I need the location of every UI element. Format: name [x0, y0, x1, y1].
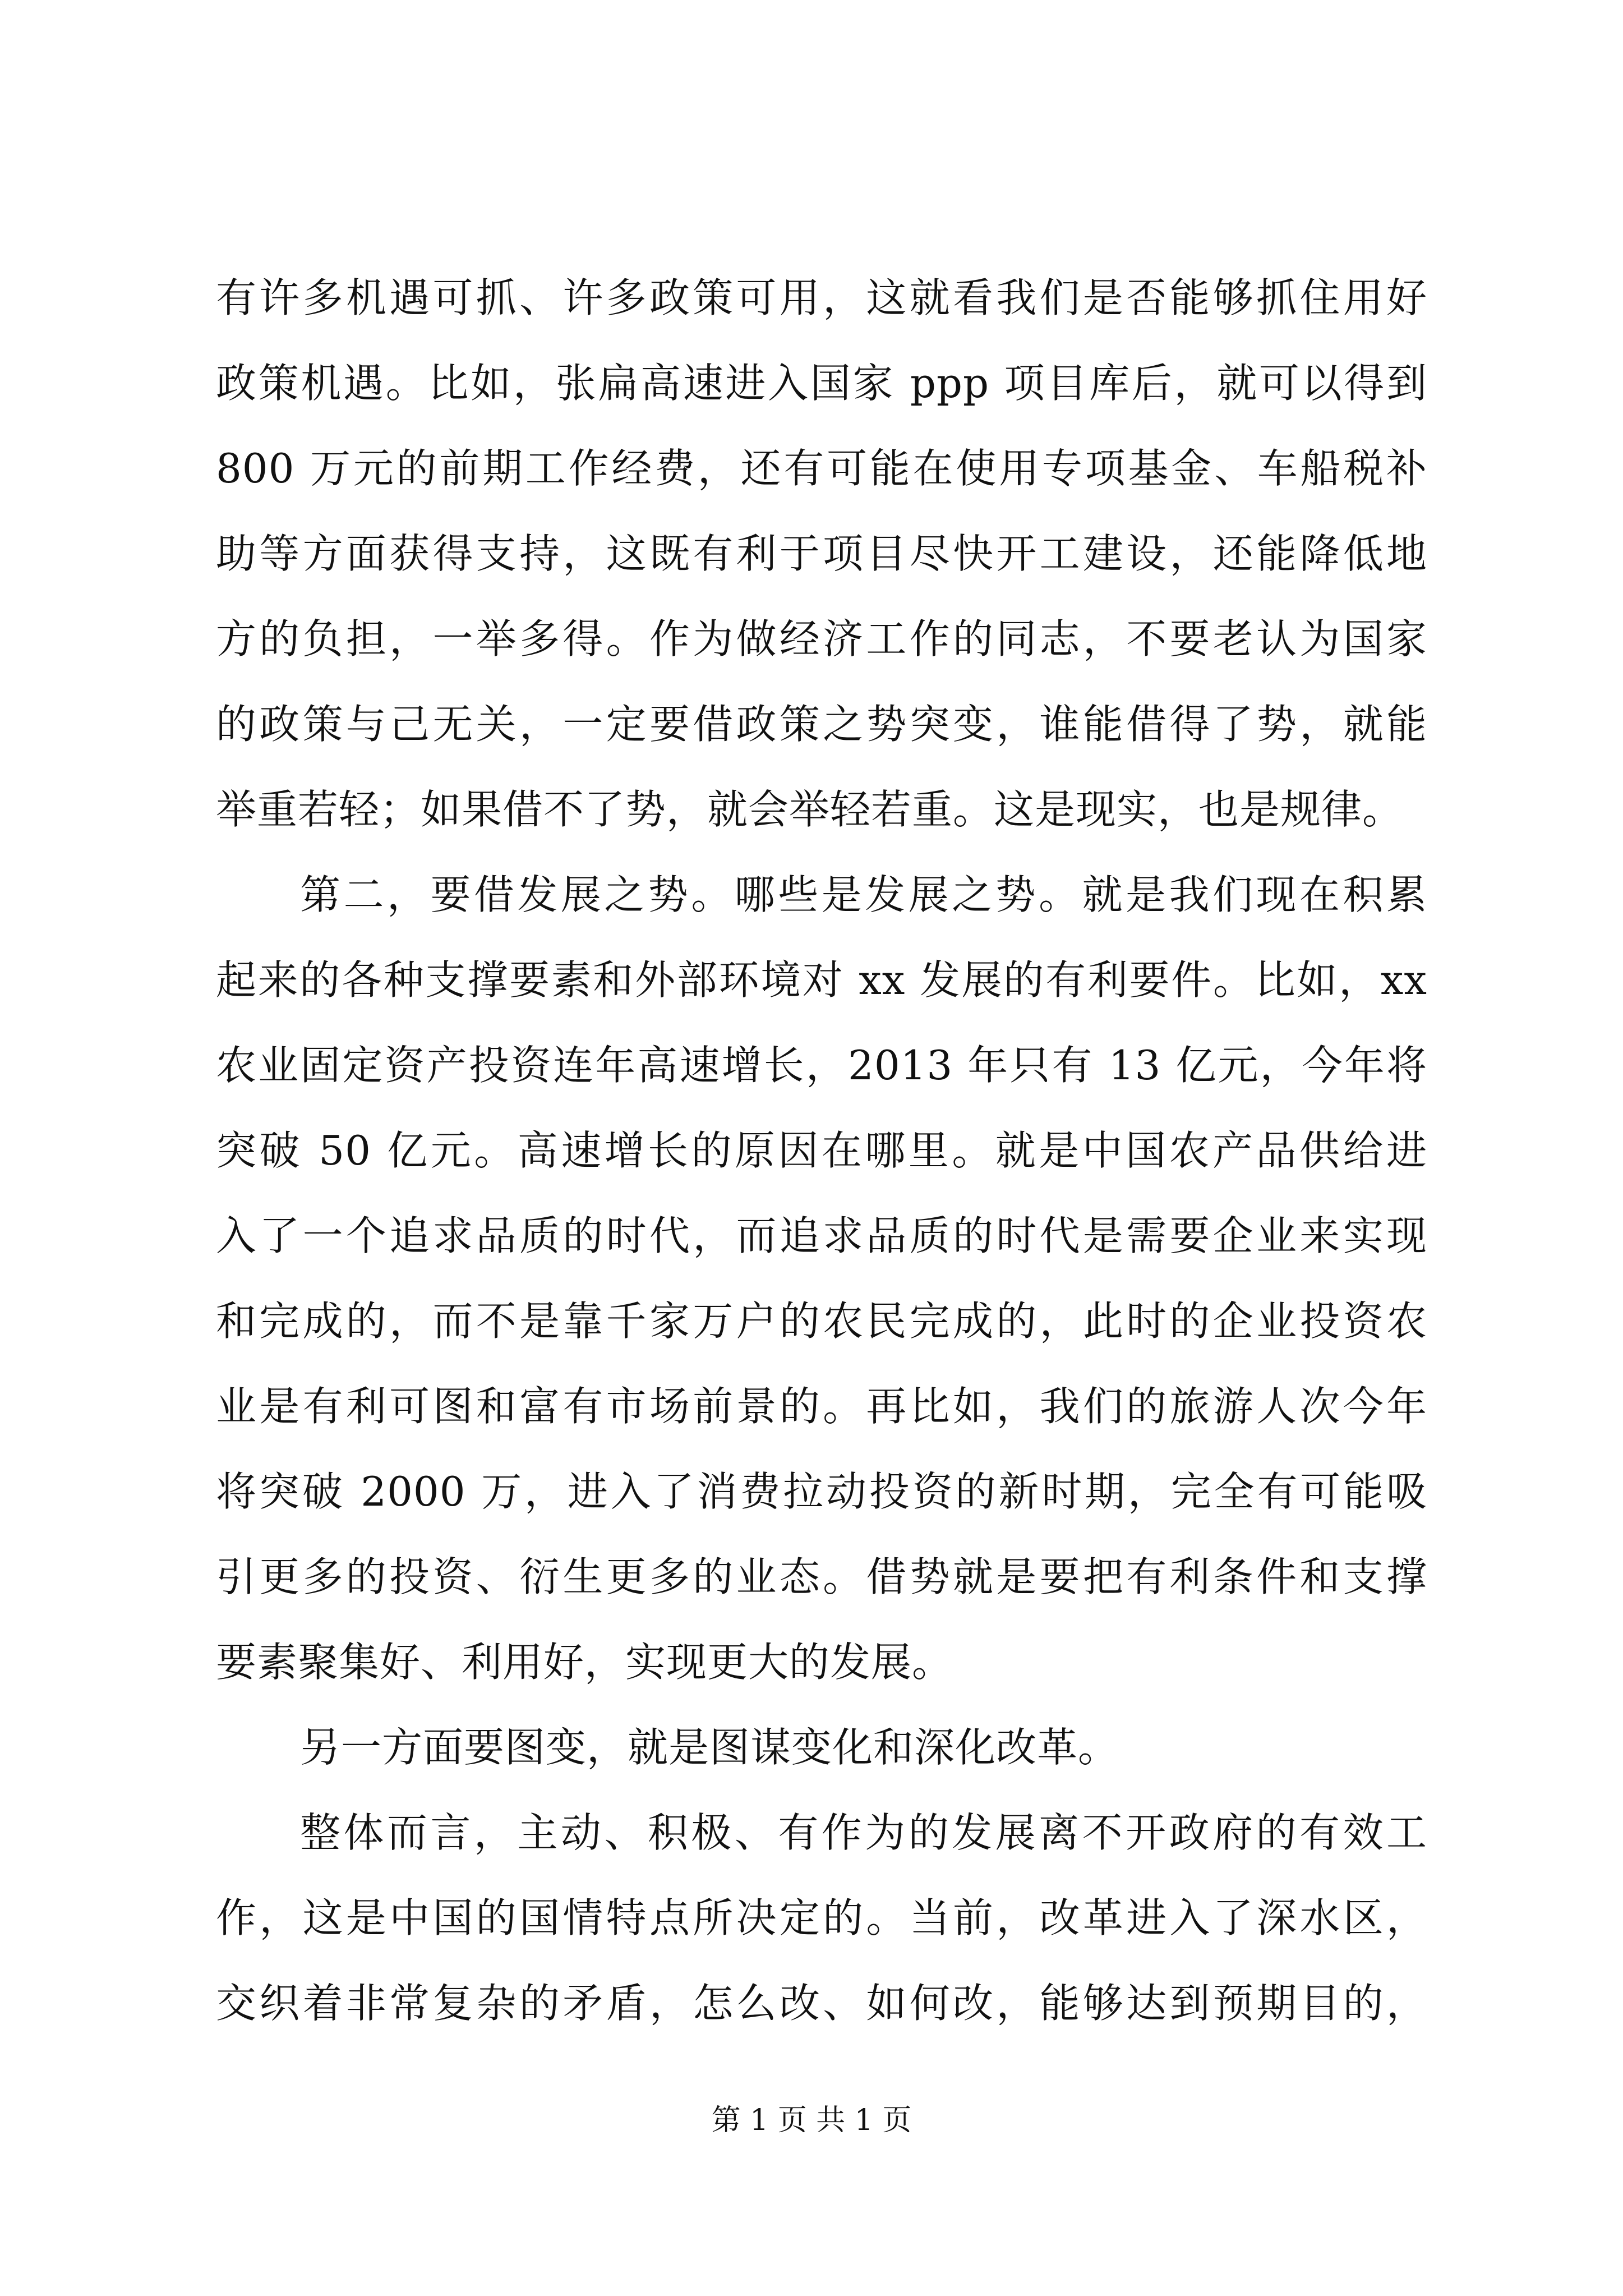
paragraph-4-line-3: 交织着非常复杂的矛盾，怎么改、如何改，能够达到预期目的， — [216, 1980, 1427, 2027]
paragraph-4-line-2: 作，这是中国的国情特点所决定的。当前，改革进入了深水区， — [216, 1894, 1427, 1941]
paragraph-2-line-2: 起来的各种支撑要素和外部环境对 xx 发展的有利要件。比如，xx — [216, 956, 1427, 1004]
paragraph-2-line-5: 入了一个追求品质的时代，而追求品质的时代是需要企业来实现 — [216, 1212, 1427, 1259]
paragraph-2-line-6: 和完成的，而不是靠千家万户的农民完成的，此时的企业投资农 — [216, 1297, 1427, 1345]
text-line-5: 方的负担，一举多得。作为做经济工作的同志，不要老认为国家 — [216, 615, 1427, 662]
paragraph-4-line-1: 整体而言，主动、积极、有作为的发展离不开政府的有效工 — [300, 1809, 1427, 1856]
paragraph-2-line-4: 突破 50 亿元。高速增长的原因在哪里。就是中国农产品供给进 — [216, 1127, 1427, 1174]
text-line-7: 举重若轻；如果借不了势，就会举轻若重。这是现实，也是规律。 — [216, 786, 1404, 833]
page-footer: 第 1 页 共 1 页 — [711, 2104, 912, 2137]
text-line-3: 800 万元的前期工作经费，还有可能在使用专项基金、车船税补 — [216, 445, 1427, 492]
text-line-2: 政策机遇。比如，张扁高速进入国家 ppp 项目库后，就可以得到 — [216, 360, 1427, 407]
paragraph-2-line-1: 第二，要借发展之势。哪些是发展之势。就是我们现在积累 — [300, 871, 1427, 918]
paragraph-2-line-3: 农业固定资产投资连年高速增长，2013 年只有 13 亿元，今年将 — [216, 1042, 1427, 1089]
paragraph-2-line-9: 引更多的投资、衍生更多的业态。借势就是要把有利条件和支撑 — [216, 1553, 1427, 1600]
text-line-1: 有许多机遇可抓、许多政策可用，这就看我们是否能够抓住用好 — [216, 274, 1427, 321]
body-text — [216, 255, 1427, 2046]
text-line-4: 助等方面获得支持，这既有利于项目尽快开工建设，还能降低地 — [216, 530, 1427, 577]
paragraph-2-line-7: 业是有利可图和富有市场前景的。再比如，我们的旅游人次今年 — [216, 1383, 1427, 1430]
paragraph-2-line-8: 将突破 2000 万，进入了消费拉动投资的新时期，完全有可能吸 — [216, 1468, 1427, 1515]
paragraph-2-line-10: 要素聚集好、利用好，实现更大的发展。 — [216, 1639, 953, 1686]
paragraph-3-line-1: 另一方面要图变，就是图谋变化和深化改革。 — [300, 1724, 1119, 1771]
text-line-6: 的政策与己无关，一定要借政策之势突变，谁能借得了势，就能 — [216, 701, 1427, 748]
